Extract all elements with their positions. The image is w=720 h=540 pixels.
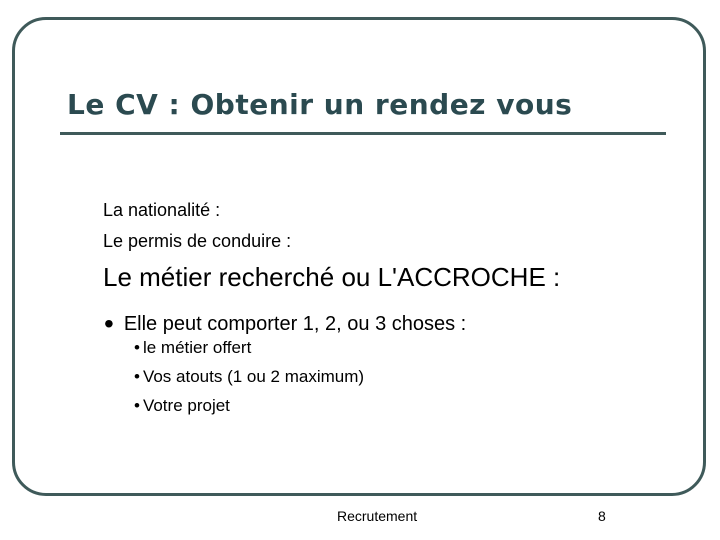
sub-bullet-text: Votre projet <box>142 396 230 415</box>
bullet-icon: • <box>134 367 140 386</box>
sub-bullet-text: le métier offert <box>142 338 252 357</box>
slide-title: Le CV : Obtenir un rendez vous <box>67 88 573 121</box>
title-underline <box>60 132 666 135</box>
page-number: 8 <box>598 508 606 524</box>
footer-text: Recrutement <box>337 508 418 524</box>
bullet-item <box>104 305 466 337</box>
bullet-icon: • <box>134 396 140 415</box>
body-line-nationality: La nationalité : <box>103 200 221 220</box>
sub-bullet-text: Vos atouts (1 ou 2 maximum) <box>142 367 365 386</box>
sub-bullet-item <box>134 338 251 358</box>
body-line-hook-heading: Le métier recherché ou L'ACCROCHE : <box>103 262 561 292</box>
bullet-icon: • <box>104 308 114 339</box>
sub-bullet-item <box>134 396 230 416</box>
sub-bullet-item <box>134 367 364 387</box>
bullet-icon: • <box>134 338 140 357</box>
body-line-driving-license: Le permis de conduire : <box>103 231 292 251</box>
bullet-text: Elle peut comporter 1, 2, ou 3 choses : <box>123 313 467 335</box>
